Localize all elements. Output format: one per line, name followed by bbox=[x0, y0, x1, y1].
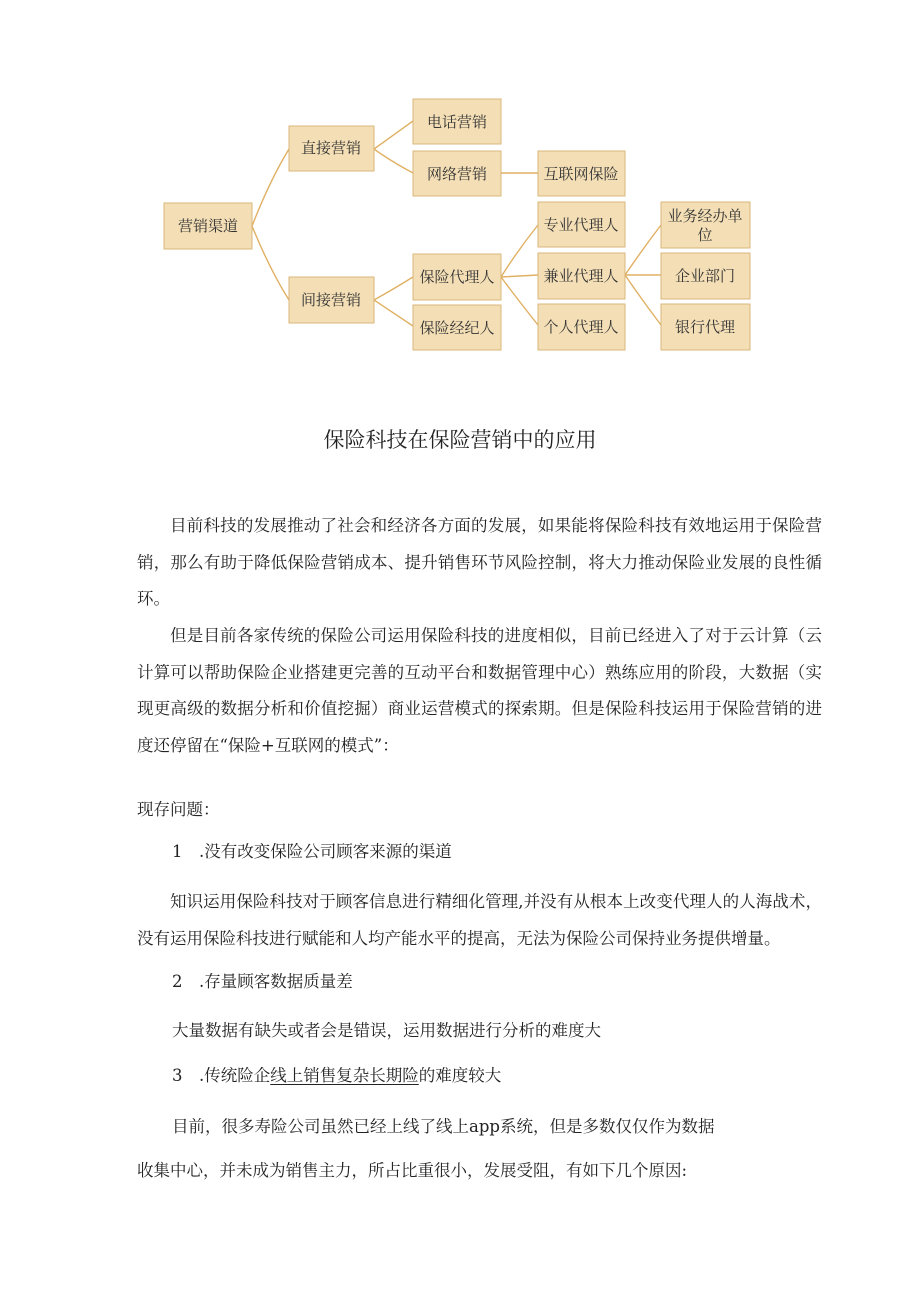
section-title: 保险科技在保险营销中的应用 bbox=[323, 428, 597, 452]
node-enterprise-department bbox=[661, 253, 750, 299]
paragraph-progress: 但是目前各家传统的保险公司运用保险科技的进度相似，目前已经进入了对于云计算（云计算可以帮助保险企业搭建更完善的互动平台和数据管理中心）熟练应用的阶段，大数据（实现更高级的数据分析和价值挖掘）商业运营模式的探索期。但是保险科技运用于保险营销的进度还停留在“保险+互联网的模式”： bbox=[137, 626, 822, 755]
edge-indirect-broker bbox=[374, 300, 413, 326]
node-phone-marketing-label: 电话营销 bbox=[426, 113, 488, 131]
edge-direct-phone bbox=[374, 121, 413, 149]
node-marketing-channel-label: 营销渠道 bbox=[177, 217, 239, 235]
node-business-unit bbox=[661, 202, 750, 248]
edge-agent-parttime bbox=[501, 275, 538, 277]
edge-agent-individual bbox=[501, 277, 538, 325]
closing-line-2: 收集中心，并未成为销售主力，所占比重很小，发展受阻，有如下几个原因: bbox=[137, 1161, 688, 1180]
edge-agent-professional bbox=[501, 225, 538, 277]
node-bank-agency-label: 银行代理 bbox=[674, 318, 736, 336]
issue-2-heading: 2 .存量顾客数据质量差 bbox=[172, 972, 353, 991]
node-insurance-broker-label: 保险经纪人 bbox=[419, 319, 495, 337]
node-parttime-agent-label: 兼业代理人 bbox=[543, 267, 619, 285]
node-indirect-marketing bbox=[289, 277, 374, 323]
node-phone-marketing bbox=[413, 99, 501, 144]
issue-3-underlined: 线上销售复杂长期险 bbox=[270, 1066, 419, 1085]
closing-line-1: 目前，很多寿险公司虽然已经上线了线上app系统，但是多数仅仅作为数据 bbox=[172, 1117, 715, 1136]
node-individual-agent-label: 个人代理人 bbox=[543, 318, 619, 336]
issue-1-description: 知识运用保险科技对于顾客信息进行精细化管理,并没有从根本上改变代理人的人海战术，没有运用保险科技进行赋能和人均产能水平的提高，无法为保险公司保持业务提供增量。 bbox=[137, 892, 822, 948]
issue-3-suffix: 的难度较大 bbox=[418, 1066, 502, 1085]
node-network-marketing-label: 网络营销 bbox=[426, 165, 488, 183]
marketing-channel-diagram bbox=[0, 0, 920, 370]
issues-label: 现存问题： bbox=[137, 800, 220, 819]
node-professional-agent bbox=[538, 202, 625, 247]
node-parttime-agent bbox=[538, 253, 625, 299]
edge-parttime-bank bbox=[625, 275, 661, 325]
edge-direct-network bbox=[374, 149, 413, 173]
edge-indirect-agent bbox=[374, 277, 413, 300]
node-insurance-broker bbox=[413, 305, 501, 350]
issue-1-heading: 1 .没有改变保险公司顾客来源的渠道 bbox=[172, 842, 452, 861]
node-marketing-channel bbox=[164, 203, 252, 249]
node-direct-marketing-label: 直接营销 bbox=[300, 139, 362, 157]
node-network-marketing bbox=[413, 151, 501, 196]
node-indirect-marketing-label: 间接营销 bbox=[300, 291, 362, 309]
node-insurance-agent-label: 保险代理人 bbox=[419, 268, 495, 286]
issue-3-prefix: 3 .传统险企 bbox=[172, 1066, 271, 1085]
node-internet-insurance bbox=[538, 151, 625, 196]
node-individual-agent bbox=[538, 304, 625, 350]
edge-root-indirect bbox=[252, 226, 289, 300]
node-enterprise-department-label: 企业部门 bbox=[674, 267, 736, 285]
node-business-unit-label-line1: 业务经办单 bbox=[667, 207, 743, 225]
node-professional-agent-label: 专业代理人 bbox=[543, 216, 619, 234]
paragraph-intro: 目前科技的发展推动了社会和经济各方面的发展，如果能将保险科技有效地运用于保险营销，那么有助于降低保险营销成本、提升销售环节风险控制，将大力推动保险业发展的良性循环。 bbox=[137, 516, 822, 608]
node-insurance-agent bbox=[413, 254, 501, 300]
node-internet-insurance-label: 互联网保险 bbox=[543, 165, 619, 183]
edge-parttime-business bbox=[625, 225, 661, 275]
node-bank-agency bbox=[661, 304, 750, 350]
node-direct-marketing bbox=[289, 126, 374, 171]
edge-root-direct bbox=[252, 149, 289, 226]
issue-3-heading bbox=[172, 1062, 501, 1086]
node-business-unit-label-line2: 位 bbox=[697, 226, 713, 244]
issue-2-description: 大量数据有缺失或者会是错误，运用数据进行分析的难度大 bbox=[172, 1021, 601, 1040]
